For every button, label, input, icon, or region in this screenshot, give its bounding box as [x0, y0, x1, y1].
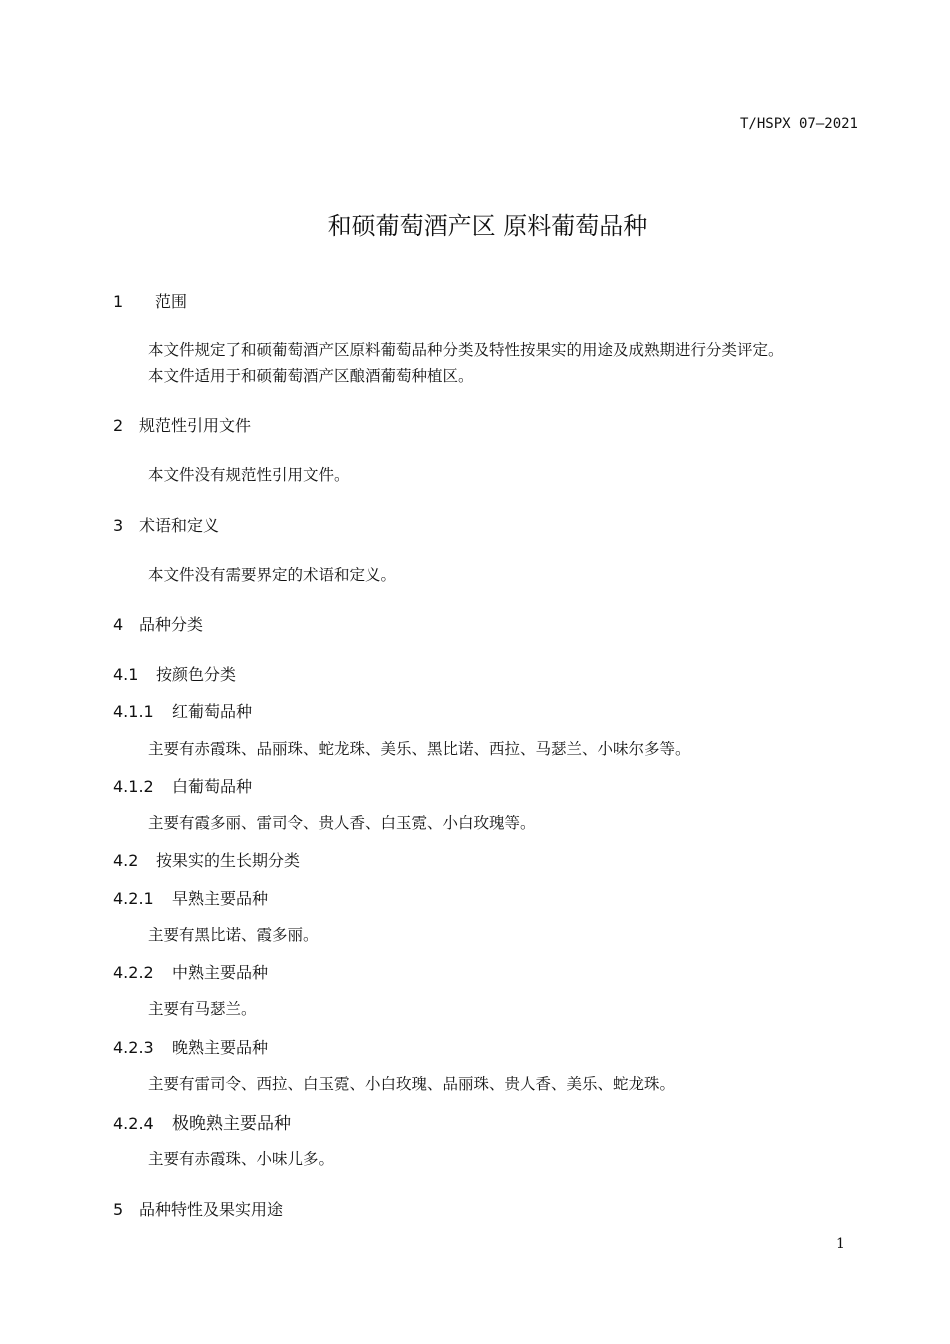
paragraph: 主要有霞多丽、雷司令、贵人香、白玉霓、小白玫瑰等。 [148, 814, 536, 832]
section-number: 5 [113, 1200, 124, 1219]
section-number: 4.2.1 [113, 889, 154, 908]
section-number: 4.2.4 [113, 1114, 154, 1133]
section-number: 4.1.2 [113, 777, 154, 796]
paragraph: 主要有黑比诺、霞多丽。 [148, 926, 319, 944]
section-heading-1 [113, 289, 187, 312]
section-heading-4 [113, 612, 203, 635]
section-heading-3 [113, 513, 219, 536]
section-title: 品种分类 [139, 615, 204, 634]
paragraph: 主要有赤霞珠、小味儿多。 [148, 1150, 335, 1168]
paragraph: 主要有马瑟兰。 [148, 1000, 257, 1018]
subsection-heading-4-2-3 [113, 1035, 268, 1058]
section-title: 品种特性及果实用途 [139, 1200, 284, 1219]
section-title: 晚熟主要品种 [172, 1038, 269, 1057]
section-number: 1 [113, 292, 124, 311]
section-heading-2 [113, 413, 251, 436]
section-number: 4.2.2 [113, 963, 154, 982]
section-number: 4.2.3 [113, 1038, 154, 1057]
subsection-heading-4-2-1 [113, 886, 268, 909]
section-heading-5 [113, 1197, 283, 1220]
section-number: 4.2 [113, 851, 139, 870]
document-number: T/HSPX 07—2021 [739, 116, 858, 132]
section-title: 规范性引用文件 [139, 416, 252, 435]
subsection-heading-4-2 [113, 848, 300, 871]
paragraph: 本文件适用于和硕葡萄酒产区酿酒葡萄种植区。 [148, 367, 474, 385]
subsection-heading-4-1-1 [113, 699, 252, 722]
section-title: 早熟主要品种 [172, 889, 269, 908]
section-title: 按果实的生长期分类 [156, 851, 301, 870]
section-title: 中熟主要品种 [172, 963, 269, 982]
section-title: 范围 [155, 292, 188, 311]
section-title: 白葡萄品种 [172, 777, 253, 796]
section-number: 4 [113, 615, 124, 634]
paragraph: 本文件规定了和硕葡萄酒产区原料葡萄品种分类及特性按果实的用途及成熟期进行分类评定。 [148, 341, 784, 359]
section-number: 4.1 [113, 665, 139, 684]
paragraph: 本文件没有规范性引用文件。 [148, 466, 350, 484]
subsection-heading-4-2-4 [113, 1109, 291, 1134]
subsection-heading-4-2-2 [113, 960, 268, 983]
section-number: 3 [113, 516, 124, 535]
paragraph: 本文件没有需要界定的术语和定义。 [148, 566, 397, 584]
section-number: 2 [113, 416, 124, 435]
page-number: 1 [836, 1236, 845, 1252]
subsection-heading-4-1-2 [113, 774, 252, 797]
section-title: 术语和定义 [139, 516, 220, 535]
paragraph: 主要有雷司令、西拉、白玉霓、小白玫瑰、品丽珠、贵人香、美乐、蛇龙珠。 [148, 1075, 676, 1093]
subsection-heading-4-1 [113, 662, 236, 685]
section-title: 按颜色分类 [156, 665, 237, 684]
section-number: 4.1.1 [113, 702, 154, 721]
document-title: 和硕葡萄酒产区 原料葡萄品种 [327, 212, 648, 240]
paragraph: 主要有赤霞珠、品丽珠、蛇龙珠、美乐、黑比诺、西拉、马瑟兰、小味尔多等。 [148, 740, 691, 758]
section-title: 红葡萄品种 [172, 702, 253, 721]
section-title: 极晚熟主要品种 [172, 1114, 291, 1134]
